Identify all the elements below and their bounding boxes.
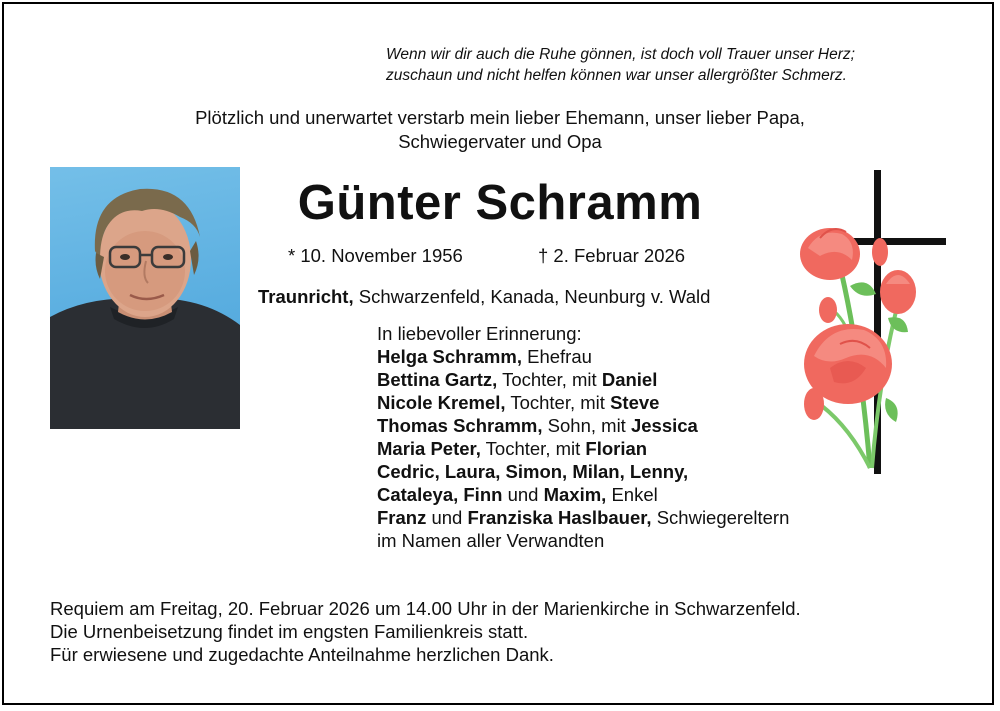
grandchildren-names: Cataleya, Finn <box>377 484 503 505</box>
thanks-note: Für erwiesene und zugedachte Anteilnahme herzlichen Dank. <box>50 644 554 665</box>
mourner-role: Enkel <box>606 484 658 505</box>
roses-illustration <box>800 228 916 468</box>
mourner-name: Franziska Haslbauer, <box>467 507 652 528</box>
grandchildren-names: Cedric, Laura, Simon, Milan, Lenny, <box>377 461 689 482</box>
places <box>258 285 710 309</box>
mourner-partner: Steve <box>610 392 660 413</box>
grandchildren-names: Maxim, <box>543 484 607 505</box>
intro-line-2: Schwiegervater und Opa <box>398 131 602 152</box>
mourner-name: Nicole Kremel, <box>377 392 506 413</box>
burial-info: Die Urnenbeisetzung findet im engsten Familienkreis statt. <box>50 621 529 642</box>
mourner-parents-in-law <box>377 506 877 529</box>
mourner-partner: Florian <box>585 438 648 459</box>
poem-line-1: Wenn wir dir auch die Ruhe gönnen, ist doch voll Trauer unser Herz; <box>386 46 855 63</box>
mourner-name: Thomas Schramm, <box>377 415 543 436</box>
requiem-info: Requiem am Freitag, 20. Februar 2026 um 14.00 Uhr in der Marienkirche in Schwarzenfeld. <box>50 598 801 619</box>
mourner-name: Helga Schramm, <box>377 346 522 367</box>
mourner-name: Franz <box>377 507 427 528</box>
mourner-name: Maria Peter, <box>377 438 481 459</box>
grandchildren-line-2 <box>377 483 877 506</box>
mourner-role: Tochter, mit <box>497 369 602 390</box>
birth-date: * 10. November 1956 <box>288 245 463 266</box>
poem-line-2: zuschaun und nicht helfen können war unser allergrößter Schmerz. <box>386 67 847 84</box>
cross-icon <box>830 170 946 474</box>
mourner-role: Schwiegereltern <box>651 507 790 528</box>
mourners-closing: im Namen aller Verwandten <box>377 530 605 551</box>
intro-text <box>0 106 1000 154</box>
mourner-partner: Daniel <box>601 369 658 390</box>
footer-text <box>50 597 970 666</box>
mourner-role: Sohn, mit <box>542 415 631 436</box>
portrait-illustration <box>50 167 240 429</box>
places-rest: Schwarzenfeld, Kanada, Neunburg v. Wald <box>353 286 711 307</box>
mourner-name: Bettina Gartz, <box>377 369 498 390</box>
deceased-name: Günter Schramm <box>297 176 703 230</box>
poem <box>386 44 966 86</box>
portrait-photo <box>50 167 240 429</box>
mourner-partner: Jessica <box>630 415 698 436</box>
place-main: Traunricht, <box>258 286 354 307</box>
connector-und: und <box>426 507 468 528</box>
intro-line-1: Plötzlich und unerwartet verstarb mein lieber Ehemann, unser lieber Papa, <box>195 107 805 128</box>
death-date: † 2. Februar 2026 <box>538 245 686 266</box>
connector-und: und <box>502 484 544 505</box>
mourner-role: Tochter, mit <box>480 438 586 459</box>
mourner-role: Tochter, mit <box>505 392 611 413</box>
cross-with-roses <box>790 168 950 478</box>
mourner-role: Ehefrau <box>521 346 592 367</box>
mourners-heading: In liebevoller Erinnerung: <box>377 323 582 344</box>
